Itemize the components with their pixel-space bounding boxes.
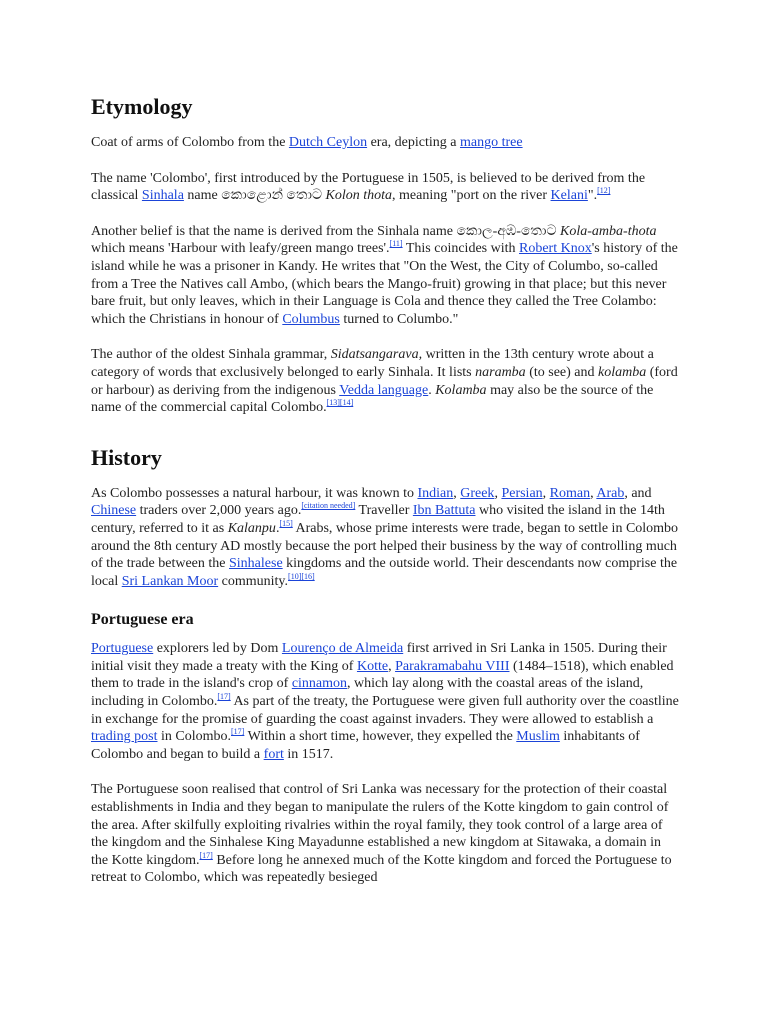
portuguese-paragraph-1: Portuguese explorers led by Dom Lourenço de Almeida first arrived in Sri Lanka in 1505. During their initial visit they made a treaty with the King of Kotte, Parakramabahu VIII (1484–1518), which enabled them to trade in the island's crop of cinnamon, which lay along with the coastal areas of the island, including in Colombo.[17] As part of the treaty, the Portuguese were given full authority over the coastline in exchange for the promise of guarding the coast against invaders. They were allowed to establish a trading post in Colombo.[17] Within a short time, however, they expelled the Muslim inhabitants of Colombo and began to build a fort in 1517.: [91, 641, 679, 762]
link-vedda-language[interactable]: Vedda language: [339, 382, 429, 398]
etymology-paragraph-3: Another belief is that the name is derived from the Sinhala name කොල-අඹ-තොට Kola-amba-thota which means 'Harbour with leafy/green mango trees'.[11] This coincides with Robert Knox's history of the island while he was a prisoner in Kandy. He writes that "On the West, the City of Columbo, so-called from a Tree the Natives call Ambo, (which bears the Mango-fruit) growing in that place; but this never bare fruit, but only leaves, which in their Language is Cola and thence they called the Tree Colambo: which the Christians in honour of Columbus turned to Columbo.": [91, 223, 678, 327]
link-arab[interactable]: Arab: [596, 485, 625, 501]
citation-link[interactable]: [15]: [279, 518, 293, 528]
etymology-paragraph-4: The author of the oldest Sinhala grammar, Sidatsangarava, written in the 13th century wrote about a category of words that exclusively belonged to early Sinhala. It lists naramba (to see) and kolamba (ford or harbour) as deriving from the indigenous Vedda language. Kolamba may also be the source of the name of the commercial capital Colombo.[13][14]: [91, 347, 678, 416]
link-dutch-ceylon[interactable]: Dutch Ceylon: [288, 135, 368, 150]
citation-needed-link[interactable]: [citation needed]: [301, 501, 356, 511]
link-fort[interactable]: fort: [263, 746, 284, 762]
history-paragraph-1: As Colombo possesses a natural harbour, it was known to Indian, Greek, Persian, Roman, Arab, and Chinese traders over 2,000 years ago.[citation needed] Traveller Ibn Battuta who visited the island in the 14th century, referred to it as Kalanpu.[15] Arabs, whose prime interests were trade, began to settle in Colombo around the 8th century AD mostly because the port helped their business by the way of controlling much of the trade between the Sinhalese kingdoms and the outside world. Their descendants now comprise the local Sri Lankan Moor community.[10][16]: [91, 485, 679, 589]
link-persian[interactable]: Persian: [501, 485, 543, 501]
citation-link[interactable]: [17]: [199, 850, 213, 860]
link-portuguese[interactable]: Portuguese: [91, 641, 154, 657]
citation-link[interactable]: [11]: [389, 239, 403, 249]
citation-link[interactable]: [13][14]: [326, 398, 354, 408]
link-trading-post[interactable]: trading post: [91, 729, 158, 745]
portuguese-paragraph-2: The Portuguese soon realised that control of Sri Lanka was necessary for the protection of their coastal establishments in India and they began to manipulate the rulers of the Kotte kingdom to gain control of the area. After skilfully exploiting rivalries within the royal family, they took control of a large area of the kingdom and the Sinhalese King Mayadunne established a new kingdom at Sitawaka, a domain in the Kotte kingdom.[17] Before long he annexed much of the Kotte kingdom and forced the Portuguese to retreat to Colombo, which was repeatedly besieged: [91, 782, 672, 886]
etymology-heading: Etymology: [91, 94, 193, 119]
link-chinese[interactable]: Chinese: [91, 503, 137, 519]
history-heading: History: [91, 444, 162, 470]
link-columbus[interactable]: Columbus: [282, 311, 340, 327]
citation-link[interactable]: [12]: [597, 186, 611, 196]
link-robert-knox[interactable]: Robert Knox: [519, 241, 592, 257]
article-content: [91, 90, 681, 887]
link-roman[interactable]: Roman: [549, 485, 591, 501]
link-mango-tree[interactable]: mango tree: [459, 135, 523, 150]
link-kelani[interactable]: Kelani: [550, 188, 588, 204]
link-cinnamon[interactable]: cinnamon: [291, 676, 348, 692]
link-lourenco-de-almeida[interactable]: Lourenço de Almeida: [281, 641, 404, 657]
link-sri-lankan-moor[interactable]: Sri Lankan Moor: [121, 573, 219, 589]
portuguese-era-heading: Portuguese era: [91, 611, 194, 629]
link-muslim[interactable]: Muslim: [516, 729, 560, 745]
citation-link[interactable]: [17]: [217, 692, 231, 702]
link-indian[interactable]: Indian: [417, 485, 454, 501]
etymology-paragraph-2: The name 'Colombo', first introduced by the Portuguese in 1505, is believed to be derived from the classical Sinhala name කොළොන් තොට Kolon thota, meaning "port on the river Kelani".[12]: [91, 170, 646, 204]
link-ibn-battuta[interactable]: Ibn Battuta: [412, 503, 476, 519]
etymology-paragraph-1: Coat of arms of Colombo from the Dutch Ceylon era, depicting a mango tree: [91, 135, 523, 150]
citation-link[interactable]: [10][16]: [288, 571, 315, 581]
link-sinhala[interactable]: Sinhala: [141, 188, 184, 204]
citation-link[interactable]: [17]: [231, 727, 245, 737]
link-sinhalese[interactable]: Sinhalese: [229, 556, 283, 572]
link-greek[interactable]: Greek: [460, 485, 495, 501]
link-parakramabahu-viii[interactable]: Parakramabahu VIII: [395, 658, 510, 674]
link-kotte[interactable]: Kotte: [356, 658, 389, 674]
